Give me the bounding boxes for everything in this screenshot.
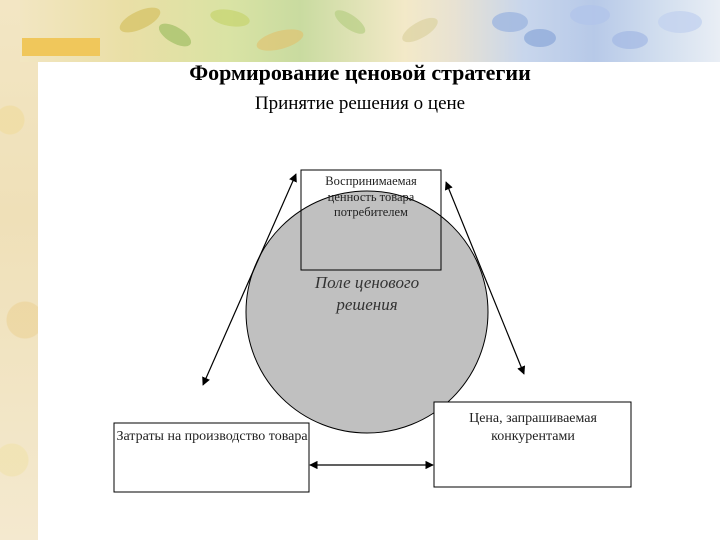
competitor-price-label: Цена, запрашиваемая конкурентами [469, 411, 597, 444]
slide-title: Формирование ценовой стратегии [189, 60, 531, 85]
perceived-value-label: Воспринимаемая ценность товара потребителем [325, 174, 417, 220]
price-decision-field-label: Поле ценового решения [314, 273, 420, 315]
production-costs-label: Затраты на производство товара [116, 429, 308, 444]
slide-subtitle: Принятие решения о цене [254, 93, 466, 114]
